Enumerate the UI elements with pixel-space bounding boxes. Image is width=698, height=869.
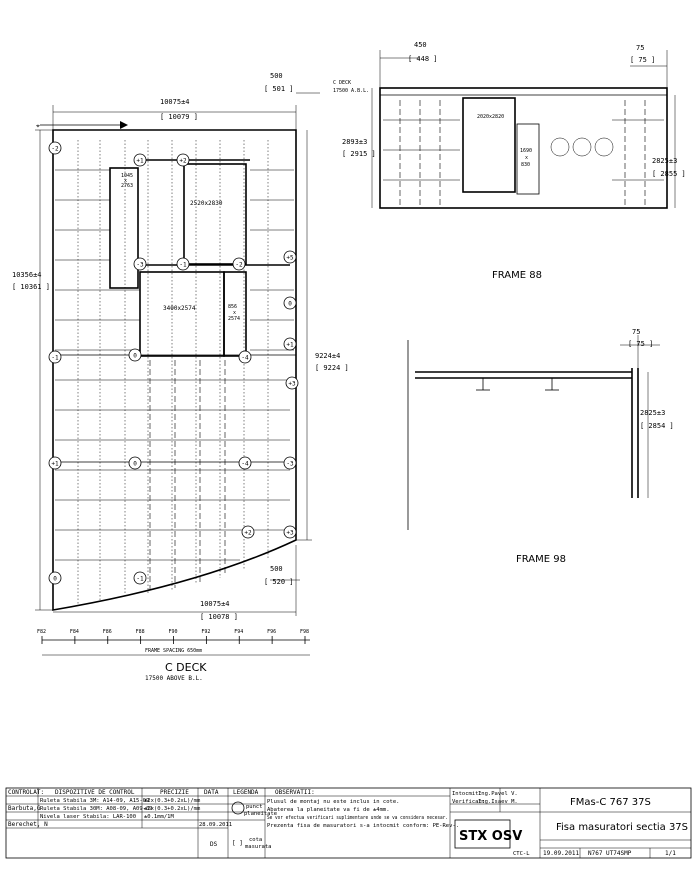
frame88-deck: C DECK [333, 80, 352, 86]
measure-point-value: -2 [235, 261, 243, 269]
frame-label: F90 [168, 629, 178, 635]
tb-verificat-label: Verificat: [452, 799, 486, 805]
frame-label: F86 [102, 629, 112, 635]
opening-3a: 1045 [121, 173, 134, 179]
c-deck-title: C DECK [165, 661, 207, 674]
measure-point-value: -1 [136, 575, 144, 583]
measure-point-value: +5 [286, 254, 294, 262]
frame-scale [37, 629, 309, 644]
frame88-right-top-m: [ 75 ] [630, 56, 656, 64]
opening-2520x2830 [184, 164, 246, 264]
measure-point-value: 0 [133, 460, 137, 468]
tb-ctc: CTC-L [513, 851, 530, 857]
measure-point-value: +1 [51, 460, 59, 468]
tb-device-2: Ruleta Stabila 30M: A08-09, A09-09 [40, 806, 153, 812]
tb-legend-planeitate: planeitate [244, 811, 278, 817]
opening-2-label: 3400x2574 [163, 305, 196, 312]
measure-point-value: -3 [286, 460, 294, 468]
tb-controller-4: Berechet, N [8, 821, 48, 828]
stx-logo: STX OSV [459, 829, 523, 844]
tb-legend-cota: cota [249, 837, 263, 843]
measurement-points [49, 142, 298, 584]
tb-h-precizie: PRECIZIE [160, 789, 189, 796]
tb-intocmit-name: Ing.Pavel V. [478, 791, 518, 797]
frame-spacing: FRAME SPACING 650mm [145, 648, 203, 654]
offset-bottom-measured: [ 520 ] [264, 578, 294, 586]
frame88-opening-b1: 1690 [520, 148, 533, 154]
measure-point-value: 0 [133, 352, 137, 360]
tb-precision-3: ±0.1mm/1M [144, 814, 174, 820]
tb-obs-4: Prezenta fisa de masuratori s-a intocmit conform: PE-Rev-. [267, 823, 460, 829]
tb-precision-1: ±2x(0.3+0.2xL)/mm [144, 798, 201, 804]
deck-outline [53, 130, 296, 610]
frame-label: F92 [201, 629, 211, 635]
measure-point-value: 0 [288, 300, 292, 308]
tb-doc-date: 19.09.2011 [543, 850, 580, 857]
measure-point-value: -3 [136, 261, 144, 269]
measure-point-value: -4 [241, 354, 249, 362]
measure-point-value: -1 [179, 261, 187, 269]
tb-legend-masurata: masurata [245, 844, 272, 850]
measure-point-value: +1 [136, 157, 144, 165]
tb-doc-no: N767 UT74SMP [588, 850, 632, 857]
frame98-right-h: 2825±3 [640, 409, 666, 417]
offset-bottom: 500 [270, 565, 283, 573]
length-left-measured: [ 10361 ] [12, 283, 50, 291]
frame98-right-h-m: [ 2854 ] [640, 422, 674, 430]
tb-h-legenda: LEGENDA [233, 789, 259, 796]
opening-3400x2574 [140, 272, 224, 356]
tb-controller-2: Barbuta,G [8, 805, 41, 812]
frame88-opening-a [463, 98, 515, 192]
frame98-label: FRAME 98 [516, 554, 566, 565]
frame88-top-dim-m: [ 448 ] [408, 55, 438, 63]
c-deck-sub: 17500 ABOVE B.L. [145, 675, 203, 682]
frame-label: F96 [267, 629, 277, 635]
frame88-top-dim: 450 [414, 41, 427, 49]
measure-point-value: -4 [241, 460, 249, 468]
frame88-right-top: 75 [636, 44, 645, 52]
measure-point-value: +2 [244, 529, 252, 537]
tb-h-observatii: OBSERVATII: [275, 789, 315, 796]
tb-verificat-name: Ing.Isaev M. [478, 799, 518, 805]
frame-label: F88 [135, 629, 145, 635]
frame88-left-h: 2893±3 [342, 138, 368, 146]
width-bottom: 10075±4 [200, 600, 230, 608]
width-top: 10075±4 [160, 98, 190, 106]
frame98-right-top: 75 [632, 328, 641, 336]
tb-device-3: Nivela laser Stabila: LAR-100 [40, 814, 137, 820]
length-right-measured: [ 9224 ] [315, 364, 349, 372]
tb-legend-point: punct [246, 804, 263, 810]
opening-4c: 2574 [228, 316, 241, 322]
svg-text:⌖: ⌖ [36, 122, 40, 130]
tb-doc-title: Fisa masuratori sectia 37S [556, 822, 689, 833]
frame-98-section [408, 328, 674, 565]
opening-4b: x [233, 310, 237, 316]
measure-point-value: +2 [179, 157, 187, 165]
opening-1-label: 2520x2830 [190, 200, 223, 207]
tb-h-dispozitive: DISPOZITIVE DE CONTROL [55, 789, 135, 796]
tb-obs-1: Plusul de montaj nu este inclus in cote. [267, 799, 400, 805]
opening-4a: 856 [228, 304, 238, 310]
measure-point-value: -2 [51, 145, 59, 153]
offset-top-measured: [ 501 ] [264, 85, 294, 93]
tb-doc-code: FMas-C 767 37S [570, 797, 651, 808]
width-bottom-measured: [ 10078 ] [200, 613, 238, 621]
frame88-opening-b3: 830 [521, 162, 531, 168]
width-top-measured: [ 10079 ] [160, 113, 198, 121]
opening-3c: 2763 [121, 183, 134, 189]
frame88-right-h: 2825±3 [652, 157, 678, 165]
frame-88-section [333, 41, 686, 281]
measure-point-value: 0 [53, 575, 57, 583]
frame88-left-h-m: [ 2915 ] [342, 150, 376, 158]
measure-point-value: +3 [288, 380, 296, 388]
tb-h-controlat: CONTROLAT: [8, 789, 45, 796]
title-block [6, 788, 691, 858]
tb-h-data: DATA [204, 789, 219, 796]
length-left: 10356±4 [12, 271, 42, 279]
tb-intocmit-label: Intocmit: [452, 791, 482, 797]
measure-point-value: +3 [286, 529, 294, 537]
tb-device-1: Ruleta Stabila 3M: A14-09, A15-09 [40, 798, 150, 804]
length-right: 9224±4 [315, 352, 341, 360]
frame88-deck-sub: 17500 A.B.L. [333, 88, 370, 94]
frame98-right-top-m: [ 75 ] [628, 340, 654, 348]
frame88-label: FRAME 88 [492, 270, 542, 281]
tb-obs-3: Se vor efectua verificari suplimentare unde se va considera necesar. [267, 815, 448, 821]
tb-ds: DS [210, 841, 218, 848]
measure-point-value: +1 [286, 341, 294, 349]
frame-label: F84 [69, 629, 79, 635]
tb-page: 1/1 [665, 850, 676, 857]
tb-obs-2: Abaterea la planeitate va fi de ±4mm. [267, 807, 390, 813]
tb-precision-2: ±2x(0.3+0.2xL)/mm [144, 806, 201, 812]
offset-top: 500 [270, 72, 283, 80]
opening-3b: x [124, 178, 128, 184]
frame-label: F94 [234, 629, 244, 635]
frame88-right-h-m: [ 2855 ] [652, 170, 686, 178]
tb-date: 28.09.2011 [199, 822, 233, 828]
svg-text:[ ]: [ ] [232, 840, 243, 847]
frame-label: F98 [300, 629, 310, 635]
frame88-opening-b2: x [525, 155, 529, 161]
measure-point-value: -1 [51, 354, 59, 362]
frame88-opening-a-label: 2020x2820 [477, 114, 505, 120]
frame-label: F82 [37, 629, 47, 635]
